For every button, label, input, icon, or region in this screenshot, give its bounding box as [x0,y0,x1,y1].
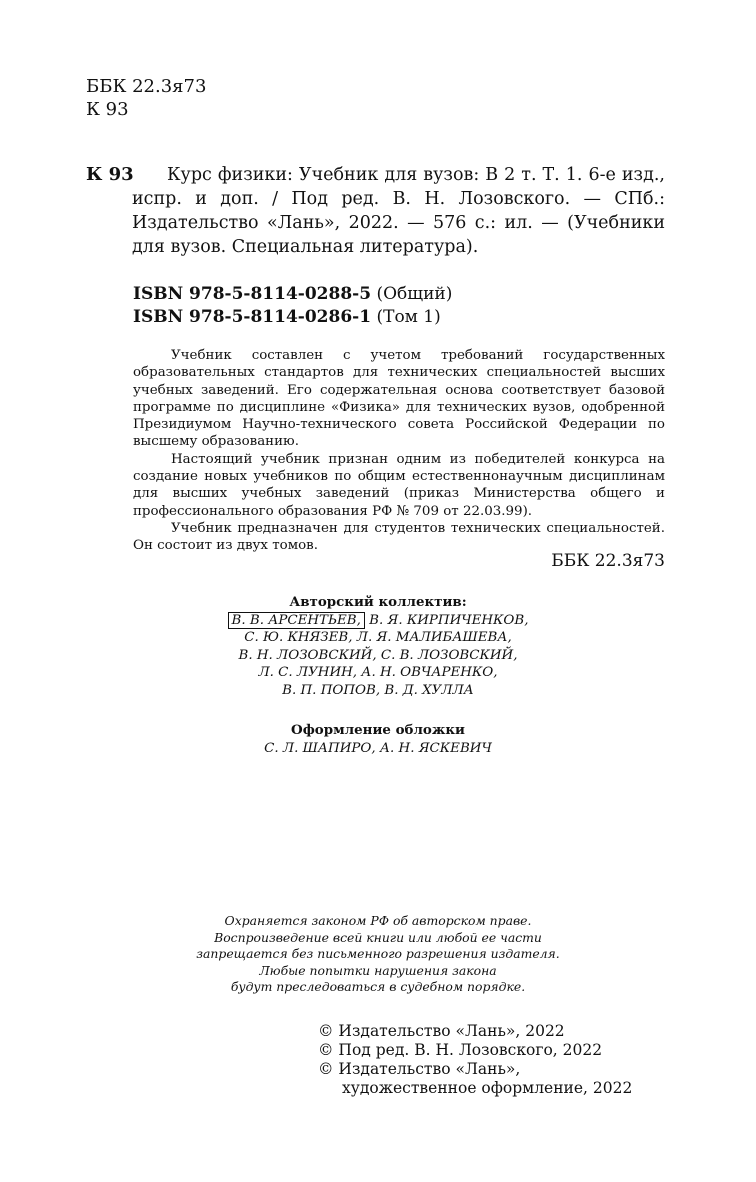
authors-line: В. П. ПОПОВ, В. Д. ХУЛЛА [282,682,474,698]
law-notice-line: Охраняется законом РФ об авторском праве. [224,913,532,928]
author-name: В. Я. КИРПИЧЕНКОВ, [369,612,529,628]
isbn-note: (Том 1) [376,307,441,327]
cover-design-block [0,722,756,757]
authors-heading: Авторский коллектив: [289,594,467,610]
bbk-code: ББК 22.3я73 [86,76,207,97]
copyright-line: © Издательство «Лань», [318,1060,521,1078]
isbn-note: (Общий) [376,284,453,304]
annotation [133,347,665,555]
bbk-classification-bottom: ББК 22.3я73 [551,551,665,571]
bbk-classification-top [86,75,206,121]
copyright-line: художественное оформление, 2022 [342,1079,633,1097]
isbn-line [133,306,452,329]
entry-code: К 93 [86,164,134,185]
isbn-block [133,283,452,329]
authors-line: Л. С. ЛУНИН, А. Н. ОВЧАРЕНКО, [258,665,498,680]
annotation-paragraph: Настоящий учебник признан одним из победителей конкурса на создание новых учебников по общим естественнонаучным дисциплинам для высших учебных заведений (приказ Министерства общего и профессионального образования РФ № 709 от 22.03.99). [133,451,665,519]
authors-line: В. Н. ЛОЗОВСКИЙ, С. В. ЛОЗОВСКИЙ, [238,647,518,663]
law-notice-line: Любые попытки нарушения закона [259,962,497,978]
law-notice-line: будут преследоваться в судебном порядке. [230,979,526,994]
isbn-line [133,283,452,306]
copyright-line: © Издательство «Лань», 2022 [318,1022,565,1040]
law-notice-line: запрещается без письменного разрешения издателя. [196,946,560,961]
law-notice-line: Воспроизведение всей книги или любой ее части [214,929,542,945]
copyright-law-notice [0,913,756,996]
boxed-author-name: В. В. АРСЕНТЬЕВ, [228,612,365,629]
authors-line: С. Ю. КНЯЗЕВ, Л. Я. МАЛИБАШЕВА, [244,630,512,645]
authors-block [0,594,756,699]
copyright-line: © Под ред. В. Н. Лозовского, 2022 [318,1041,603,1059]
cover-design-names: С. Л. ШАПИРО, А. Н. ЯСКЕВИЧ [264,740,492,756]
copyright-block [318,1022,632,1098]
cover-design-heading: Оформление обложки [291,722,465,738]
isbn-number: ISBN 978-5-8114-0286-1 [133,307,372,327]
isbn-number: ISBN 978-5-8114-0288-5 [133,284,372,304]
entry-description: Курс физики: Учебник для вузов: В 2 т. Т. 1. 6-е изд., испр. и доп. / Под ред. В. Н. Лозовского. — СПб.: Издательство «Лань», 2022. — 576 с.: ил. — (Учебники для вузов. Специальная литература). [132,165,665,257]
authors-line [0,612,756,630]
annotation-paragraph: Учебник предназначен для студентов технических специальностей. Он состоит из двух томов. [133,520,665,554]
author-mark: К 93 [86,99,129,120]
annotation-paragraph: Учебник составлен с учетом требований государственных образовательных стандартов для технических специальностей высших учебных заведений. Его содержательная основа соответствует базовой программе по дисциплине «Физика» для технических вузов, одобренной Президиумом Научно-технического совета Российской Федерации по высшему образованию. [133,348,665,450]
